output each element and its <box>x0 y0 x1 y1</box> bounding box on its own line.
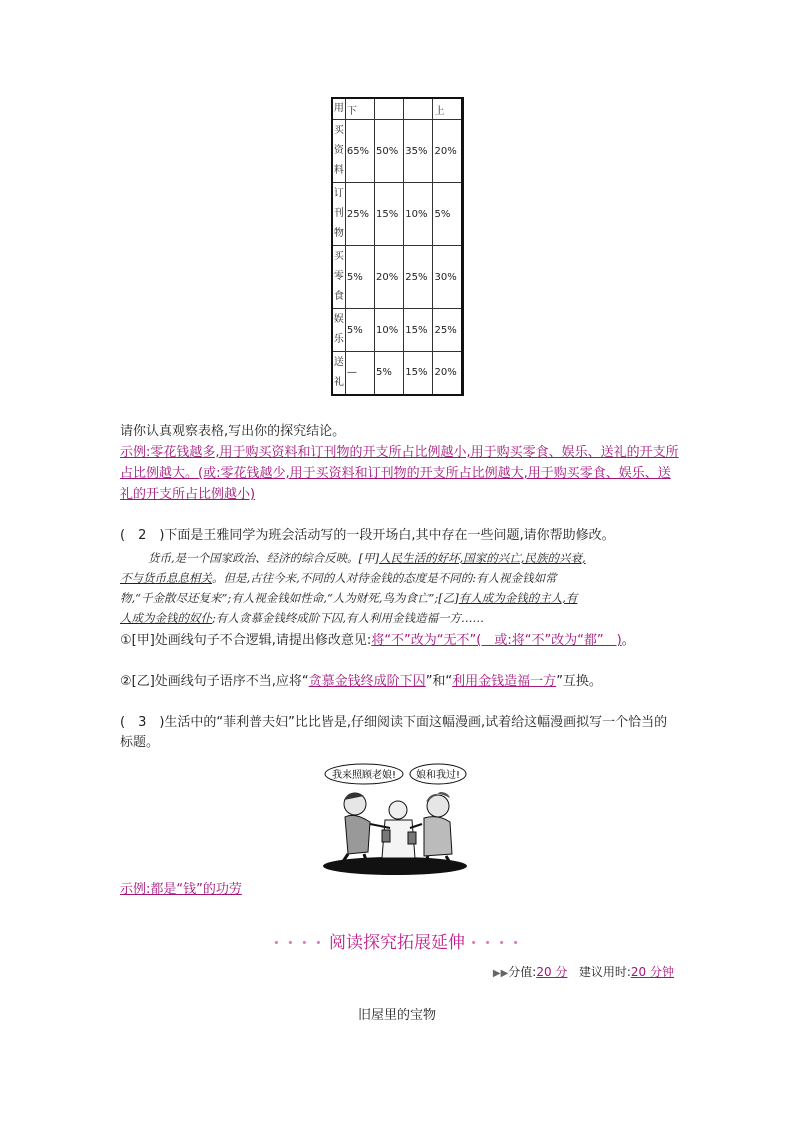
sub2-answer-2: 利用金钱造福一方 <box>452 674 557 689</box>
table-row <box>332 120 463 183</box>
story-title: 旧屋里的宝物 <box>357 1008 436 1023</box>
time-label: 建议用时: <box>578 965 631 979</box>
table-row <box>332 183 463 246</box>
table-cell: 25% <box>404 246 433 309</box>
table-cell: 65% <box>345 120 374 183</box>
table-cell: 5% <box>375 352 404 395</box>
passage-line <box>120 548 680 568</box>
table-cell: 5% <box>345 246 374 309</box>
q2-intro: ( 2 )下面是王雅同学为班会活动写的一段开场白,其中存在一些问题,请你帮助修改。 <box>120 528 615 543</box>
row-label: 买资料 <box>332 120 345 183</box>
sub1-prefix: ①[甲]处画线句子不合逻辑,请提出修改意见: <box>120 633 372 648</box>
score-label: 分值: <box>508 965 537 979</box>
cartoon-image <box>320 762 470 877</box>
table-cell: 5% <box>433 183 463 246</box>
table-header-cell: 上 <box>433 98 463 120</box>
passage-line <box>120 568 680 588</box>
q2-sub2 <box>120 672 680 692</box>
underlined-sentence-yi: 有人成为金钱的主人,有 <box>458 591 578 605</box>
score-info <box>493 963 674 980</box>
sub1-suffix: 。 <box>621 633 635 648</box>
table-cell: 5% <box>345 309 374 352</box>
section-header <box>0 928 794 953</box>
time-value: 20 分钟 <box>630 965 674 979</box>
cartoon-illustration <box>320 762 470 877</box>
table-header-row <box>332 98 463 120</box>
table-row <box>332 309 463 352</box>
underlined-sentence-yi: 人成为金钱的奴仆 <box>120 611 212 625</box>
underlined-sentence-jia: 人民生活的好坏,国家的兴亡,民族的兴衰, <box>379 551 586 565</box>
data-table <box>331 97 464 396</box>
bubble-right: 娘和我过! <box>415 770 461 781</box>
table-cell: 20% <box>433 120 463 183</box>
passage-text: ;有人贪慕金钱终成阶下囚,有人利用金钱造福一方…… <box>212 611 485 625</box>
table-cell: 15% <box>375 183 404 246</box>
table-cell: 50% <box>375 120 404 183</box>
sub2-mid: ”和“ <box>425 674 453 689</box>
table-cell: 35% <box>404 120 433 183</box>
table-cell: 20% <box>433 352 463 395</box>
passage-line <box>120 608 680 628</box>
decorative-dots-left: • • • • <box>273 936 324 950</box>
row-label: 买零食 <box>332 246 345 309</box>
row-label: 送礼 <box>332 352 345 395</box>
q2-passage <box>120 548 680 628</box>
table-cell: 10% <box>375 309 404 352</box>
sub2-suffix: ”互换。 <box>556 674 602 689</box>
table-cell: 25% <box>433 309 463 352</box>
table-cell: 10% <box>404 183 433 246</box>
passage-text: 货币,是一个国家政治、经济的综合反映。[甲] <box>148 551 380 565</box>
table-cell: 30% <box>433 246 463 309</box>
score-value: 20 分 <box>536 965 568 979</box>
table-header-cell: 用 <box>332 98 345 120</box>
table-cell: 15% <box>404 352 433 395</box>
row-label: 娱乐 <box>332 309 345 352</box>
underlined-sentence-jia: 不与货币息息相关 <box>120 571 212 585</box>
table-row <box>332 352 463 395</box>
table-header-cell: 下 <box>345 98 374 120</box>
passage-text: 。但是,古往今来,不同的人对待金钱的态度是不同的:有人视金钱如常 <box>212 571 557 585</box>
q3-answer: 示例:都是“钱”的功劳 <box>120 882 242 897</box>
q1-prompt: 请你认真观察表格,写出你的探究结论。 <box>120 424 346 439</box>
section-title: 阅读探究拓展延伸 <box>329 933 465 953</box>
bubble-left: 我来照顾老娘! <box>331 770 397 781</box>
table-header-cell <box>375 98 404 120</box>
table-header-cell <box>404 98 433 120</box>
arrow-icon: ▶▶ <box>492 968 509 979</box>
table-cell: 15% <box>404 309 433 352</box>
table-row <box>332 246 463 309</box>
passage-line <box>120 588 680 608</box>
table-cell: 25% <box>345 183 374 246</box>
passage-text: 物,“千金散尽还复来”;有人视金钱如性命,“人为财死,鸟为食亡”;[乙] <box>120 591 459 605</box>
q1-answer: 示例:零花钱越多,用于购买资料和订刊物的开支所占比例越小,用于购买零食、娱乐、送礼的开支所占比例越大。(或:零花钱越少,用于买资料和订刊物的开支所占比例越大,用于购买零食、娱乐、送礼的开支所占比例越小) <box>120 445 679 502</box>
q2-sub1 <box>120 631 680 651</box>
sub2-prefix: ②[乙]处画线句子语序不当,应将“ <box>120 674 309 689</box>
sub2-answer-1: 贪慕金钱终成阶下囚 <box>308 674 426 689</box>
table-cell: — <box>345 352 374 395</box>
q3-prompt: ( 3 )生活中的“菲利普夫妇”比比皆是,仔细阅读下面这幅漫画,试着给这幅漫画拟写一个恰当的标题。 <box>120 715 668 750</box>
table-cell: 20% <box>375 246 404 309</box>
row-label: 订刊物 <box>332 183 345 246</box>
sub1-answer: 将“不”改为“无不”( 或:将“不”改为“都” ) <box>371 633 622 648</box>
decorative-dots-right: • • • • <box>470 936 521 950</box>
